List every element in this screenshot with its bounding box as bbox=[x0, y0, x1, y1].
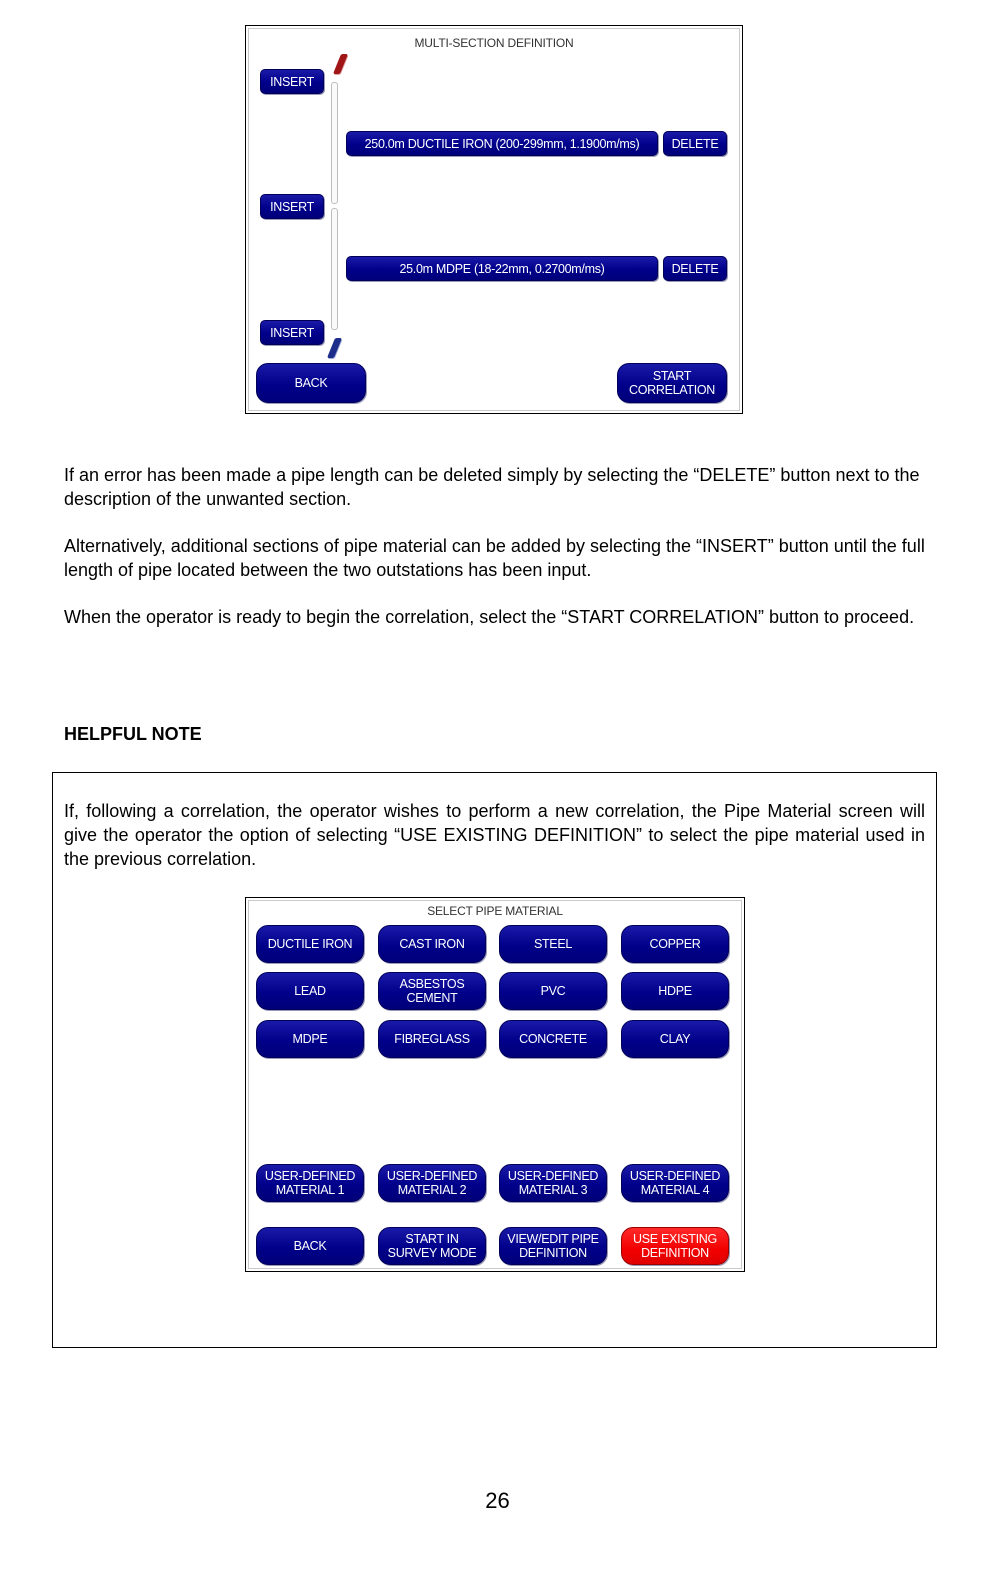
material-lead-button[interactable]: LEAD bbox=[256, 972, 364, 1010]
user-defined-material-3-button[interactable]: USER-DEFINED MATERIAL 3 bbox=[499, 1164, 607, 1202]
material-hdpe-button[interactable]: HDPE bbox=[621, 972, 729, 1010]
paragraph-delete: If an error has been made a pipe length can be deleted simply by selecting the “DELETE” button next to the description of the unwanted section. bbox=[64, 465, 920, 509]
start-correlation-button[interactable]: START CORRELATION bbox=[617, 363, 727, 403]
material-steel-button[interactable]: STEEL bbox=[499, 925, 607, 963]
material-cast-iron-button[interactable]: CAST IRON bbox=[378, 925, 486, 963]
paragraph-insert: Alternatively, additional sections of pipe material can be added by selecting the “INSERT” button until the full length of pipe located between the two outstations has been input. bbox=[64, 536, 925, 580]
user-defined-material-4-button[interactable]: USER-DEFINED MATERIAL 4 bbox=[621, 1164, 729, 1202]
user-defined-material-1-button[interactable]: USER-DEFINED MATERIAL 1 bbox=[256, 1164, 364, 1202]
start-survey-mode-button[interactable]: START IN SURVEY MODE bbox=[378, 1227, 486, 1265]
section-rail-1 bbox=[331, 82, 338, 204]
material-pvc-button[interactable]: PVC bbox=[499, 972, 607, 1010]
user-defined-material-2-button[interactable]: USER-DEFINED MATERIAL 2 bbox=[378, 1164, 486, 1202]
delete-button-1[interactable]: DELETE bbox=[663, 131, 727, 156]
pipe-section-1[interactable]: 250.0m DUCTILE IRON (200-299mm, 1.1900m/ms) bbox=[346, 131, 658, 156]
material-concrete-button[interactable]: CONCRETE bbox=[499, 1020, 607, 1058]
use-existing-definition-button[interactable]: USE EXISTING DEFINITION bbox=[621, 1227, 729, 1265]
material-ductile-iron-button[interactable]: DUCTILE IRON bbox=[256, 925, 364, 963]
helpful-note-heading: HELPFUL NOTE bbox=[64, 724, 202, 744]
section-rail-2 bbox=[331, 208, 338, 330]
insert-button-3[interactable]: INSERT bbox=[260, 320, 324, 345]
pipe-section-2[interactable]: 25.0m MDPE (18-22mm, 0.2700m/ms) bbox=[346, 256, 658, 281]
multi-section-title: MULTI-SECTION DEFINITION bbox=[414, 36, 574, 50]
multi-section-screen bbox=[245, 25, 743, 414]
material-mdpe-button[interactable]: MDPE bbox=[256, 1020, 364, 1058]
material-fibreglass-button[interactable]: FIBREGLASS bbox=[378, 1020, 486, 1058]
material-copper-button[interactable]: COPPER bbox=[621, 925, 729, 963]
select-material-screen bbox=[245, 897, 745, 1272]
view-edit-pipe-definition-button[interactable]: VIEW/EDIT PIPE DEFINITION bbox=[499, 1227, 607, 1265]
delete-button-2[interactable]: DELETE bbox=[663, 256, 727, 281]
material-asbestos-cement-button[interactable]: ASBESTOS CEMENT bbox=[378, 972, 486, 1010]
select-material-title: SELECT PIPE MATERIAL bbox=[427, 904, 563, 918]
insert-button-1[interactable]: INSERT bbox=[260, 69, 324, 94]
helpful-note-text: If, following a correlation, the operator wishes to perform a new correlation, the Pipe Material screen will give the operator the option of selecting “USE EXISTING DEFINITION” to select the pipe material used in the previous correlation. bbox=[64, 801, 925, 869]
back-button[interactable]: BACK bbox=[256, 363, 366, 403]
material-clay-button[interactable]: CLAY bbox=[621, 1020, 729, 1058]
paragraph-start: When the operator is ready to begin the correlation, select the “START CORRELATION” button to proceed. bbox=[64, 607, 915, 627]
page-number: 26 bbox=[485, 1488, 510, 1513]
insert-button-2[interactable]: INSERT bbox=[260, 194, 324, 219]
back-button[interactable]: BACK bbox=[256, 1227, 364, 1265]
